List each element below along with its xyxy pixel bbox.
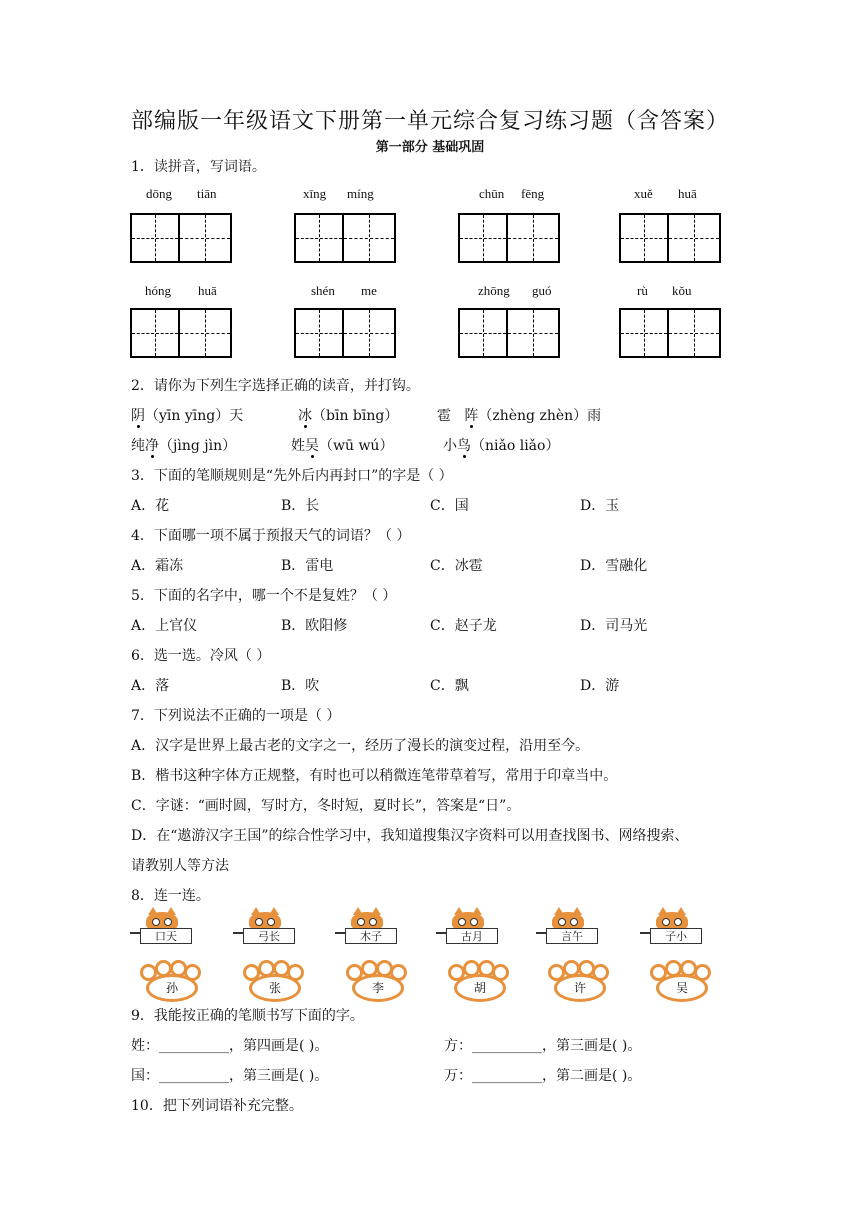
pinyin: me: [361, 283, 377, 298]
paw-print[interactable]: 李: [344, 960, 406, 998]
pinyin: fēng: [521, 186, 545, 201]
page-title: 部编版一年级语文下册第一单元综合复习练习题（含答案）: [130, 109, 729, 134]
stroke-answer[interactable]: 国：__________，第三画是( )。: [131, 1068, 329, 1084]
reading-choice[interactable]: 姓吴（wū wú）: [291, 435, 393, 455]
cat-sign[interactable]: 木子: [335, 912, 399, 946]
paw-print[interactable]: 许: [546, 960, 608, 998]
option-a[interactable]: A．上官仪: [131, 618, 198, 634]
pinyin: tiān: [197, 186, 217, 201]
question-5: 5．下面的名字中，哪一个不是复姓？（ ）: [131, 588, 397, 604]
reading-choice[interactable]: 阴（yīn yīng）天: [131, 405, 243, 425]
option-a[interactable]: A．霜冻: [131, 558, 184, 574]
reading-choice[interactable]: 纯净（jìng jìn）: [131, 435, 236, 455]
option-c[interactable]: C．赵子龙: [430, 618, 497, 634]
writing-grid[interactable]: [294, 213, 396, 263]
option-d[interactable]: D．玉: [580, 498, 620, 514]
question-10: 10．把下列词语补充完整。: [131, 1098, 303, 1114]
writing-grid[interactable]: [619, 308, 721, 358]
paw-print[interactable]: 孙: [138, 960, 200, 998]
paw-print[interactable]: 张: [241, 960, 303, 998]
writing-grid[interactable]: [130, 308, 232, 358]
question-4: 4．下面哪一项不属于预报天气的词语？（ ）: [131, 528, 411, 544]
cat-sign[interactable]: 古月: [436, 912, 500, 946]
option-b[interactable]: B．吹: [281, 678, 320, 694]
pinyin: kǒu: [672, 283, 692, 298]
stroke-answer[interactable]: 姓：__________，第四画是( )。: [131, 1038, 329, 1054]
pinyin: zhōng: [478, 283, 510, 298]
paw-print[interactable]: 胡: [446, 960, 508, 998]
question-7: 7．下列说法不正确的一项是（ ）: [131, 708, 341, 724]
writing-grid[interactable]: [619, 213, 721, 263]
pinyin: shén: [311, 283, 335, 298]
option-d[interactable]: D．游: [580, 678, 620, 694]
pinyin: huā: [678, 186, 697, 201]
pinyin: dōng: [146, 186, 172, 201]
cat-sign[interactable]: 子小: [640, 912, 704, 946]
reading-choice[interactable]: 冰（bīn bīng）: [298, 405, 398, 425]
writing-grid[interactable]: [130, 213, 232, 263]
paw-print[interactable]: 吴: [648, 960, 710, 998]
cat-sign[interactable]: 弓长: [233, 912, 297, 946]
option-c[interactable]: C．国: [430, 498, 469, 514]
writing-grid[interactable]: [458, 213, 560, 263]
cat-sign[interactable]: 言午: [536, 912, 600, 946]
option-d[interactable]: D．雪融化: [580, 558, 648, 574]
writing-grid[interactable]: [294, 308, 396, 358]
stroke-answer[interactable]: 万：__________，第二画是( )。: [444, 1068, 642, 1084]
option-b[interactable]: B．雷电: [281, 558, 334, 574]
cat-sign[interactable]: 口天: [130, 912, 194, 946]
pinyin: chūn: [479, 186, 505, 201]
pinyin: hóng: [145, 283, 171, 298]
question-3: 3．下面的笔顺规则是“先外后内再封口”的字是（ ）: [131, 468, 453, 484]
option-a[interactable]: A．落: [131, 678, 170, 694]
option-a[interactable]: A．汉字是世界上最古老的文字之一，经历了漫长的演变过程，沿用至今。: [131, 738, 590, 754]
option-b[interactable]: B．长: [281, 498, 320, 514]
question-2: 2．请你为下列生字选择正确的读音，并打钩。: [131, 378, 420, 394]
stroke-answer[interactable]: 方：__________，第三画是( )。: [444, 1038, 642, 1054]
option-c[interactable]: C．字谜：“画时圆，写时方，冬时短，夏时长”，答案是“日”。: [131, 798, 521, 814]
question-9: 9．我能按正确的笔顺书写下面的字。: [131, 1008, 364, 1024]
option-a[interactable]: A．花: [131, 498, 170, 514]
pinyin: rù: [637, 283, 648, 298]
question-6: 6．选一选。冷风（ ）: [131, 648, 271, 664]
section-subtitle: 第一部分 基础巩固: [375, 140, 485, 155]
question-8: 8．连一连。: [131, 888, 210, 904]
option-d-continued: 请教别人等方法: [131, 858, 229, 874]
option-d[interactable]: D．在“遨游汉字王国”的综合性学习中，我知道搜集汉字资料可以用查找图书、网络搜索、: [131, 828, 689, 844]
pinyin: míng: [347, 186, 374, 201]
option-c[interactable]: C．飘: [430, 678, 469, 694]
option-b[interactable]: B．楷书这种字体方正规整，有时也可以稍微连笔带草着写，常用于印章当中。: [131, 768, 618, 784]
pinyin: xuě: [634, 186, 653, 201]
reading-choice[interactable]: 雹 阵（zhèng zhèn）雨: [437, 405, 601, 425]
option-c[interactable]: C．冰雹: [430, 558, 483, 574]
pinyin: guó: [532, 283, 552, 298]
writing-grid[interactable]: [458, 308, 560, 358]
option-b[interactable]: B．欧阳修: [281, 618, 348, 634]
pinyin: huā: [198, 283, 217, 298]
pinyin: xīng: [303, 186, 327, 201]
question-1: 1．读拼音，写词语。: [131, 159, 266, 175]
reading-choice[interactable]: 小鸟（niǎo liǎo）: [443, 435, 559, 455]
option-d[interactable]: D．司马光: [580, 618, 648, 634]
